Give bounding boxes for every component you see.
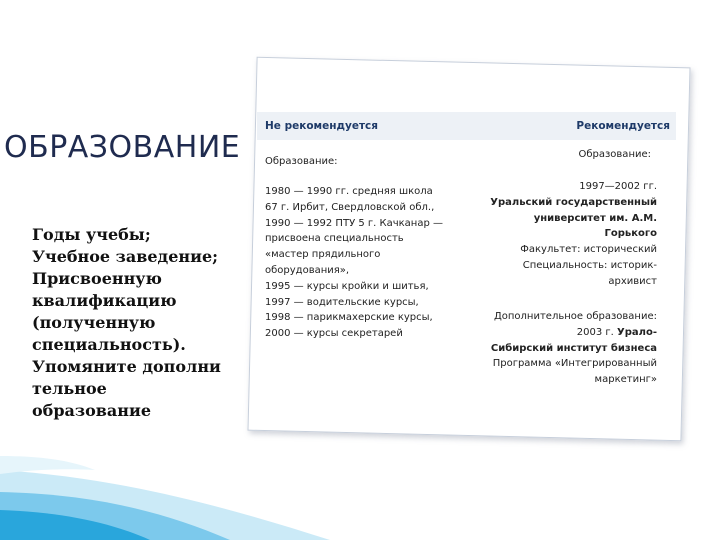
additional-education-label: Дополнительное образование: bbox=[493, 311, 657, 322]
left-list-line: 1997 — водительские курсы, bbox=[265, 296, 419, 308]
comparison-card bbox=[257, 112, 677, 400]
additional-education bbox=[491, 309, 657, 388]
right-list-line-bold: Уральский государственный bbox=[490, 196, 657, 208]
left-list-line: 67 г. Ирбит, Свердловской обл., bbox=[265, 201, 435, 213]
slide-title: ОБРАЗОВАНИЕ bbox=[4, 130, 241, 165]
column-header-recommended: Рекомендуется bbox=[470, 112, 676, 140]
slide-body-text bbox=[32, 224, 242, 422]
right-list-line-bold: университет им. А.М. bbox=[533, 212, 657, 224]
left-list-line: оборудования», bbox=[265, 264, 350, 276]
right-list-line: 1997—2002 гг. bbox=[579, 181, 657, 192]
left-list-line: «мастер прядильного bbox=[265, 249, 381, 261]
body-line: Присвоенную bbox=[32, 269, 162, 288]
wave-top-layer bbox=[0, 456, 95, 474]
right-list-line: Специальность: историк- bbox=[522, 259, 657, 271]
left-list-line: присвоена специальность bbox=[265, 233, 404, 245]
left-education-list bbox=[265, 184, 443, 342]
column-header-not-recommended: Не рекомендуется bbox=[257, 112, 470, 140]
additional-education-year-line bbox=[491, 325, 657, 341]
additional-program: маркетинг» bbox=[594, 374, 657, 386]
body-line: Годы учебы; bbox=[32, 225, 151, 244]
left-list-line: 2000 — курсы секретарей bbox=[265, 328, 403, 340]
left-list-line: 1980 — 1990 гг. средняя школа bbox=[265, 186, 433, 197]
body-line: специальность). bbox=[32, 335, 186, 354]
right-list-line-bold: Горького bbox=[604, 228, 657, 240]
right-list-line: Факультет: исторический bbox=[520, 244, 657, 256]
additional-year: 2003 г. bbox=[576, 326, 614, 338]
body-line: квалификацию bbox=[32, 291, 177, 310]
body-line: (полученную bbox=[32, 313, 156, 332]
left-education-label: Образование: bbox=[265, 156, 338, 167]
left-list-line: 1998 — парикмахерские курсы, bbox=[265, 312, 433, 324]
body-line: образование bbox=[32, 401, 152, 420]
left-list-line: 1995 — курсы кройки и шитья, bbox=[265, 280, 429, 292]
right-education-list bbox=[490, 179, 657, 290]
body-line: Учебное заведение; bbox=[32, 247, 219, 266]
body-line: тельное bbox=[32, 379, 107, 398]
right-list-line: архивист bbox=[608, 275, 657, 287]
left-list-line: 1990 — 1992 ПТУ 5 г. Качканар — bbox=[265, 217, 443, 229]
additional-institution: Сибирский институт бизнеса bbox=[490, 342, 657, 354]
body-line: Упомяните дополни bbox=[32, 357, 221, 376]
additional-program: Программа «Интегрированный bbox=[492, 358, 657, 370]
additional-institution-part: Урало- bbox=[617, 326, 657, 338]
right-education-label: Образование: bbox=[578, 149, 651, 160]
